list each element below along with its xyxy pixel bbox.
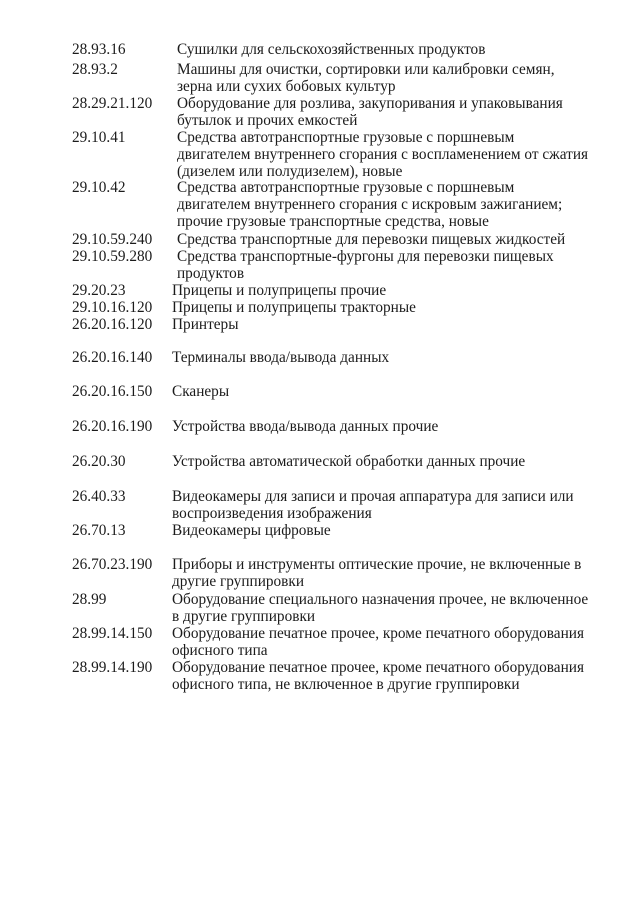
row-code: 26.20.16.150 <box>72 383 153 400</box>
row-description <box>172 316 238 333</box>
row-code: 29.10.59.240 <box>72 231 153 248</box>
description-line: Средства автотранспортные грузовые с поршневым <box>177 179 515 196</box>
row-description <box>172 556 581 590</box>
row-code: 26.20.16.190 <box>72 418 153 435</box>
description-line: двигателем внутреннего сгорания с воспламенением от сжатия <box>177 146 589 163</box>
row-description <box>177 129 588 180</box>
row-code: 28.93.2 <box>72 61 118 78</box>
description-line: Средства транспортные для перевозки пищевых жидкостей <box>177 231 566 248</box>
row-code: 28.99.14.190 <box>72 659 153 676</box>
description-line: бутылок и прочих емкостей <box>177 112 358 129</box>
description-line: Прицепы и полуприцепы прочие <box>172 282 387 299</box>
description-line: Сканеры <box>172 383 230 400</box>
description-line: Приборы и инструменты оптические прочие, не включенные в <box>172 556 582 573</box>
description-line: Устройства автоматической обработки данных прочие <box>172 453 526 470</box>
row-code: 26.70.13 <box>72 522 126 539</box>
row-description <box>177 179 562 230</box>
row-description <box>172 282 386 299</box>
row-description <box>177 61 555 95</box>
row-description <box>172 453 525 470</box>
row-code: 28.93.16 <box>72 41 126 58</box>
description-line: Оборудование печатное прочее, кроме печатного оборудования <box>172 659 585 676</box>
description-line: двигателем внутреннего сгорания с искровым зажиганием; <box>177 196 563 213</box>
description-line: зерна или сухих бобовых культур <box>177 78 396 95</box>
description-line: (дизелем или полудизелем), новые <box>177 163 403 180</box>
row-description <box>172 299 416 316</box>
row-code: 28.99.14.150 <box>72 625 153 642</box>
row-code: 26.20.30 <box>72 453 126 470</box>
row-code: 29.10.41 <box>72 129 126 146</box>
description-line: Устройства ввода/вывода данных прочие <box>172 418 439 435</box>
row-description <box>177 231 565 248</box>
description-line: прочие грузовые транспортные средства, новые <box>177 213 489 230</box>
row-description <box>172 488 574 522</box>
row-description <box>172 625 584 659</box>
row-description <box>177 248 554 282</box>
row-description <box>172 659 584 693</box>
description-line: офисного типа <box>172 642 268 659</box>
description-line: офисного типа, не включенное в другие группировки <box>172 676 520 693</box>
description-line: Машины для очистки, сортировки или калибровки семян, <box>177 61 555 78</box>
description-line: другие группировки <box>172 573 305 590</box>
row-description <box>172 591 588 625</box>
description-line: Оборудование специального назначения прочее, не включенное <box>172 591 589 608</box>
description-line: Видеокамеры цифровые <box>172 522 331 539</box>
row-code: 26.40.33 <box>72 488 126 505</box>
description-line: Сушилки для сельскохозяйственных продуктов <box>177 41 486 58</box>
description-line: Принтеры <box>172 316 239 333</box>
description-line: Средства транспортные-фургоны для перевозки пищевых <box>177 248 554 265</box>
row-code: 26.70.23.190 <box>72 556 153 573</box>
description-line: воспроизведения изображения <box>172 505 372 522</box>
row-description <box>172 349 389 366</box>
description-line: Оборудование для розлива, закупоривания и упаковывания <box>177 95 563 112</box>
row-description <box>177 95 563 129</box>
row-code: 28.99 <box>72 591 107 608</box>
description-line: Видеокамеры для записи и прочая аппаратура для записи или <box>172 488 574 505</box>
row-code: 26.20.16.120 <box>72 316 153 333</box>
row-description <box>172 522 331 539</box>
row-code: 29.10.59.280 <box>72 248 153 265</box>
description-line: Прицепы и полуприцепы тракторные <box>172 299 416 316</box>
description-line: Средства автотранспортные грузовые с поршневым <box>177 129 515 146</box>
description-line: в другие группировки <box>172 608 316 625</box>
description-line: Оборудование печатное прочее, кроме печатного оборудования <box>172 625 585 642</box>
description-line: Терминалы ввода/вывода данных <box>172 349 390 366</box>
row-code: 29.10.42 <box>72 179 126 196</box>
row-code: 28.29.21.120 <box>72 95 153 112</box>
row-description <box>172 383 229 400</box>
description-line: продуктов <box>177 265 245 282</box>
row-description <box>177 41 485 58</box>
row-code: 29.20.23 <box>72 282 126 299</box>
row-description <box>172 418 438 435</box>
row-code: 26.20.16.140 <box>72 349 153 366</box>
row-code: 29.10.16.120 <box>72 299 153 316</box>
